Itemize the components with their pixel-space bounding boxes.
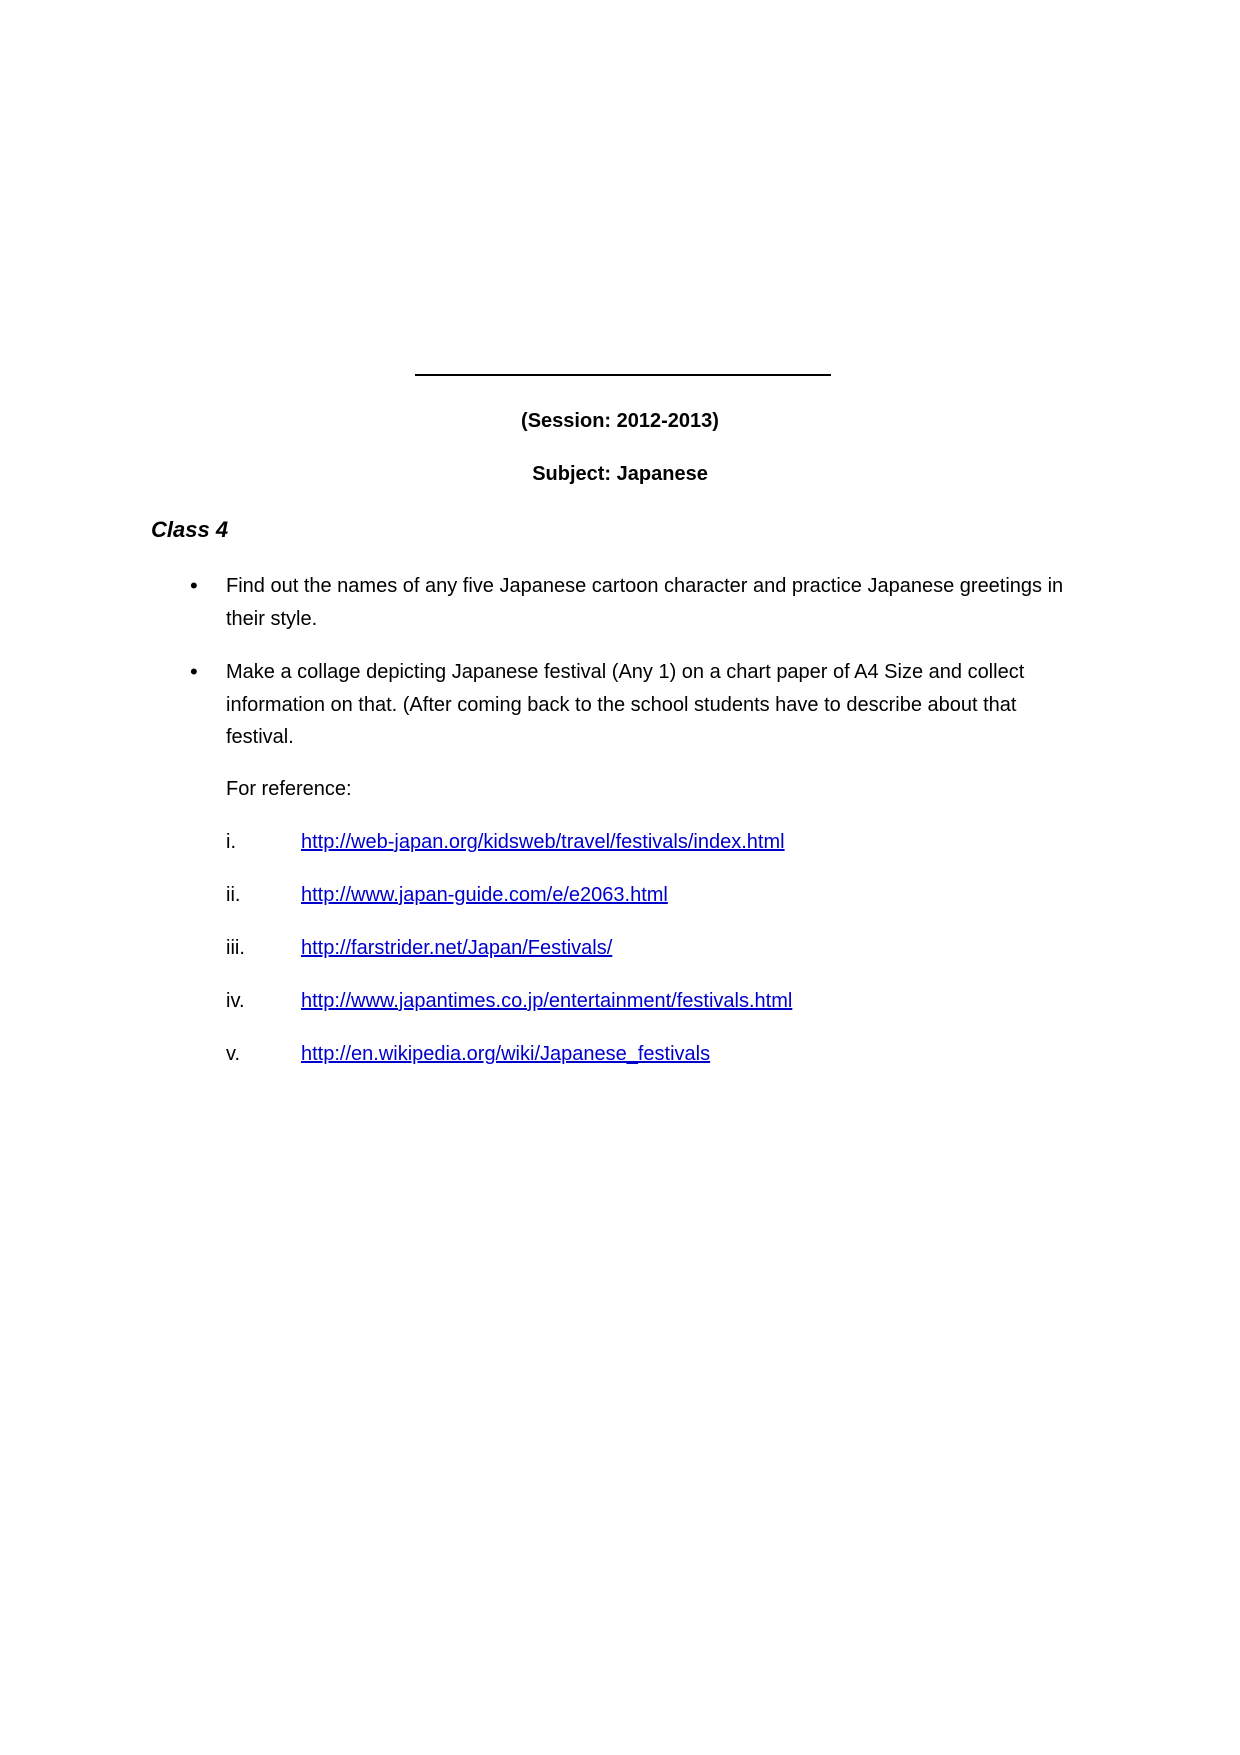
reference-link-web-japan[interactable]: http://web-japan.org/kidsweb/travel/festivals/index.html [301, 831, 785, 853]
reference-link-japantimes[interactable]: http://www.japantimes.co.jp/entertainment/festivals.html [301, 990, 793, 1012]
reference-number: iv. [226, 990, 245, 1012]
header-rule [415, 374, 831, 376]
subject-title: Subject: Japanese [532, 463, 708, 485]
reference-link-wikipedia[interactable]: http://en.wikipedia.org/wiki/Japanese_festivals [301, 1043, 711, 1065]
reference-label: For reference: [226, 778, 352, 800]
reference-number: iii. [226, 937, 245, 959]
reference-link-japan-guide[interactable]: http://www.japan-guide.com/e/e2063.html [301, 884, 668, 906]
session-title: (Session: 2012-2013) [521, 410, 719, 432]
bullet-text: Make a collage depicting Japanese festival (Any 1) on a chart paper of A4 Size and collect information on that. (After coming back to the school students have to describe about that festival. [226, 661, 1025, 748]
bullet-icon: • [190, 573, 198, 598]
class-heading: Class 4 [151, 517, 229, 542]
bullet-text: Find out the names of any five Japanese cartoon character and practice Japanese greetings in their style. [226, 575, 1064, 630]
reference-link-farstrider[interactable]: http://farstrider.net/Japan/Festivals/ [301, 937, 613, 959]
reference-number: i. [226, 831, 236, 853]
reference-number: ii. [226, 884, 241, 906]
reference-number: v. [226, 1043, 241, 1065]
bullet-icon: • [190, 659, 198, 684]
